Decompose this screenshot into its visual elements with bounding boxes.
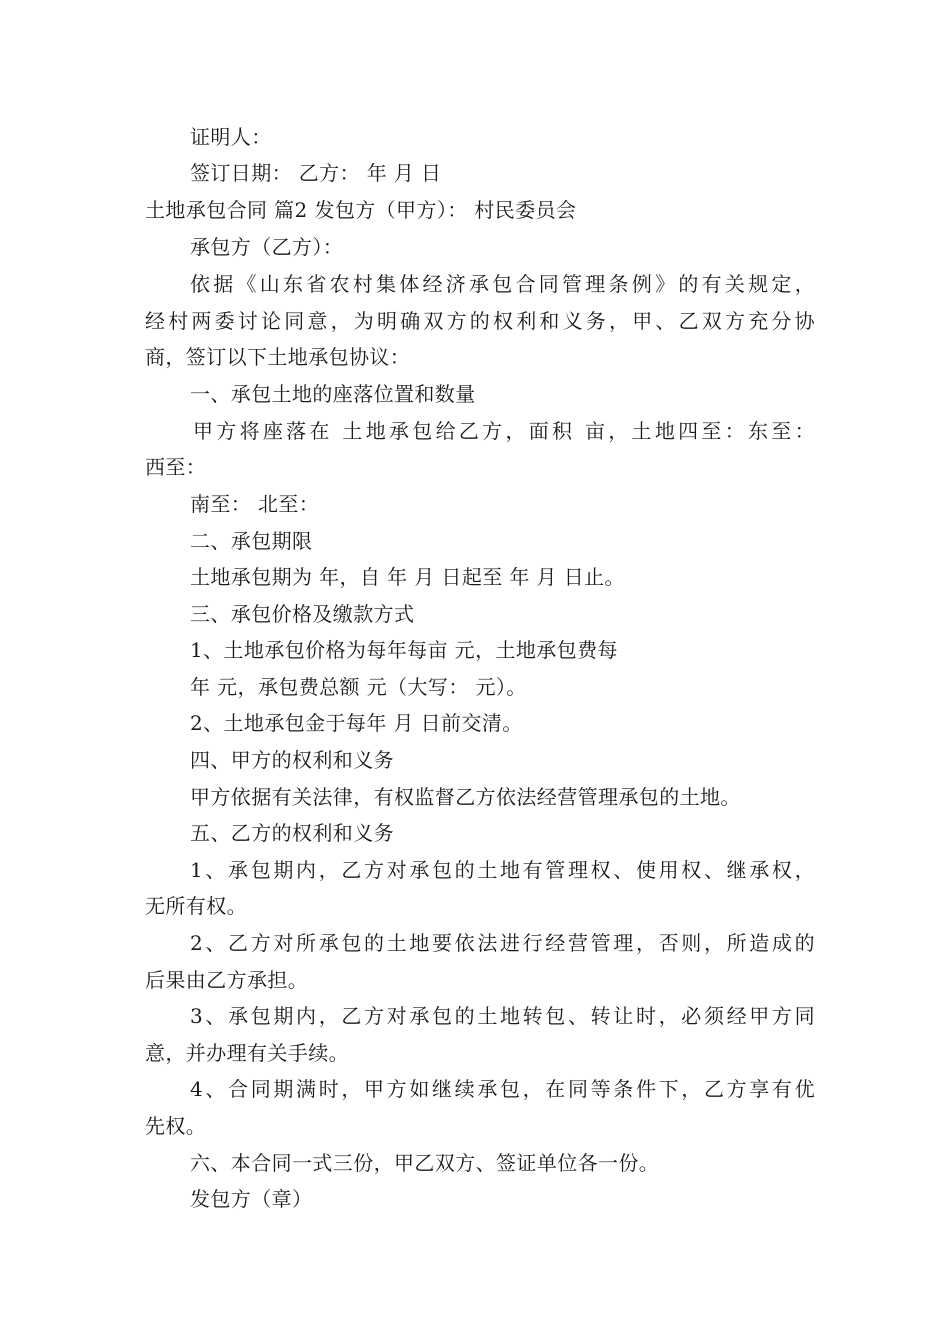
- paragraph-line: 甲方将座落在 土地承包给乙方，面积 亩，土地四至：东至：: [193, 419, 815, 443]
- paragraph-line: 1、承包期内，乙方对承包的土地有管理权、使用权、继承权，: [190, 858, 815, 882]
- paragraph-line: 年 元，承包费总额 元（大写： 元）。: [190, 675, 527, 699]
- paragraph-line: 无所有权。: [145, 894, 247, 918]
- paragraph-line: 2、土地承包金于每年 月 日前交清。: [190, 711, 523, 735]
- section-heading: 四、甲方的权利和义务: [190, 748, 394, 772]
- paragraph-line: 后果由乙方承担。: [145, 968, 309, 992]
- paragraph-line: 六、本合同一式三份，甲乙双方、签证单位各一份。: [190, 1151, 660, 1175]
- paragraph-line: 南至： 北至：: [190, 492, 320, 516]
- witness-line: 证明人：: [190, 125, 272, 149]
- section-heading: 二、承包期限: [190, 529, 313, 553]
- signing-date-line: 签订日期： 乙方： 年 月 日: [190, 161, 442, 185]
- section-heading: 三、承包价格及缴款方式: [190, 602, 415, 626]
- paragraph-line: 依据《山东省农村集体经济承包合同管理条例》的有关规定，: [190, 272, 815, 296]
- contractor-line: 承包方（乙方）：: [190, 235, 344, 259]
- paragraph-line: 商，签订以下土地承包协议：: [145, 345, 411, 369]
- paragraph-line: 甲方依据有关法律，有权监督乙方依法经营管理承包的土地。: [190, 785, 741, 809]
- contract-heading-line: 土地承包合同 篇2 发包方（甲方）： 村民委员会: [145, 198, 577, 222]
- section-heading: 五、乙方的权利和义务: [190, 821, 394, 845]
- section-heading: 一、承包土地的座落位置和数量: [190, 382, 476, 406]
- paragraph-line: 西至：: [145, 455, 207, 479]
- paragraph-line: 2、乙方对所承包的土地要依法进行经营管理，否则，所造成的: [190, 931, 815, 955]
- paragraph-line: 4、合同期满时，甲方如继续承包，在同等条件下，乙方享有优: [190, 1077, 815, 1101]
- paragraph-line: 意，并办理有关手续。: [145, 1041, 349, 1065]
- paragraph-line: 1、土地承包价格为每年每亩 元，土地承包费每: [190, 638, 618, 662]
- paragraph-line: 经村两委讨论同意，为明确双方的权利和义务，甲、乙双方充分协: [145, 309, 815, 333]
- paragraph-line: 3、承包期内，乙方对承包的土地转包、转让时，必须经甲方同: [190, 1004, 815, 1028]
- signature-line: 发包方（章）: [190, 1187, 313, 1211]
- paragraph-line: 土地承包期为 年，自 年 月 日起至 年 月 日止。: [190, 565, 625, 589]
- paragraph-line: 先权。: [145, 1114, 207, 1138]
